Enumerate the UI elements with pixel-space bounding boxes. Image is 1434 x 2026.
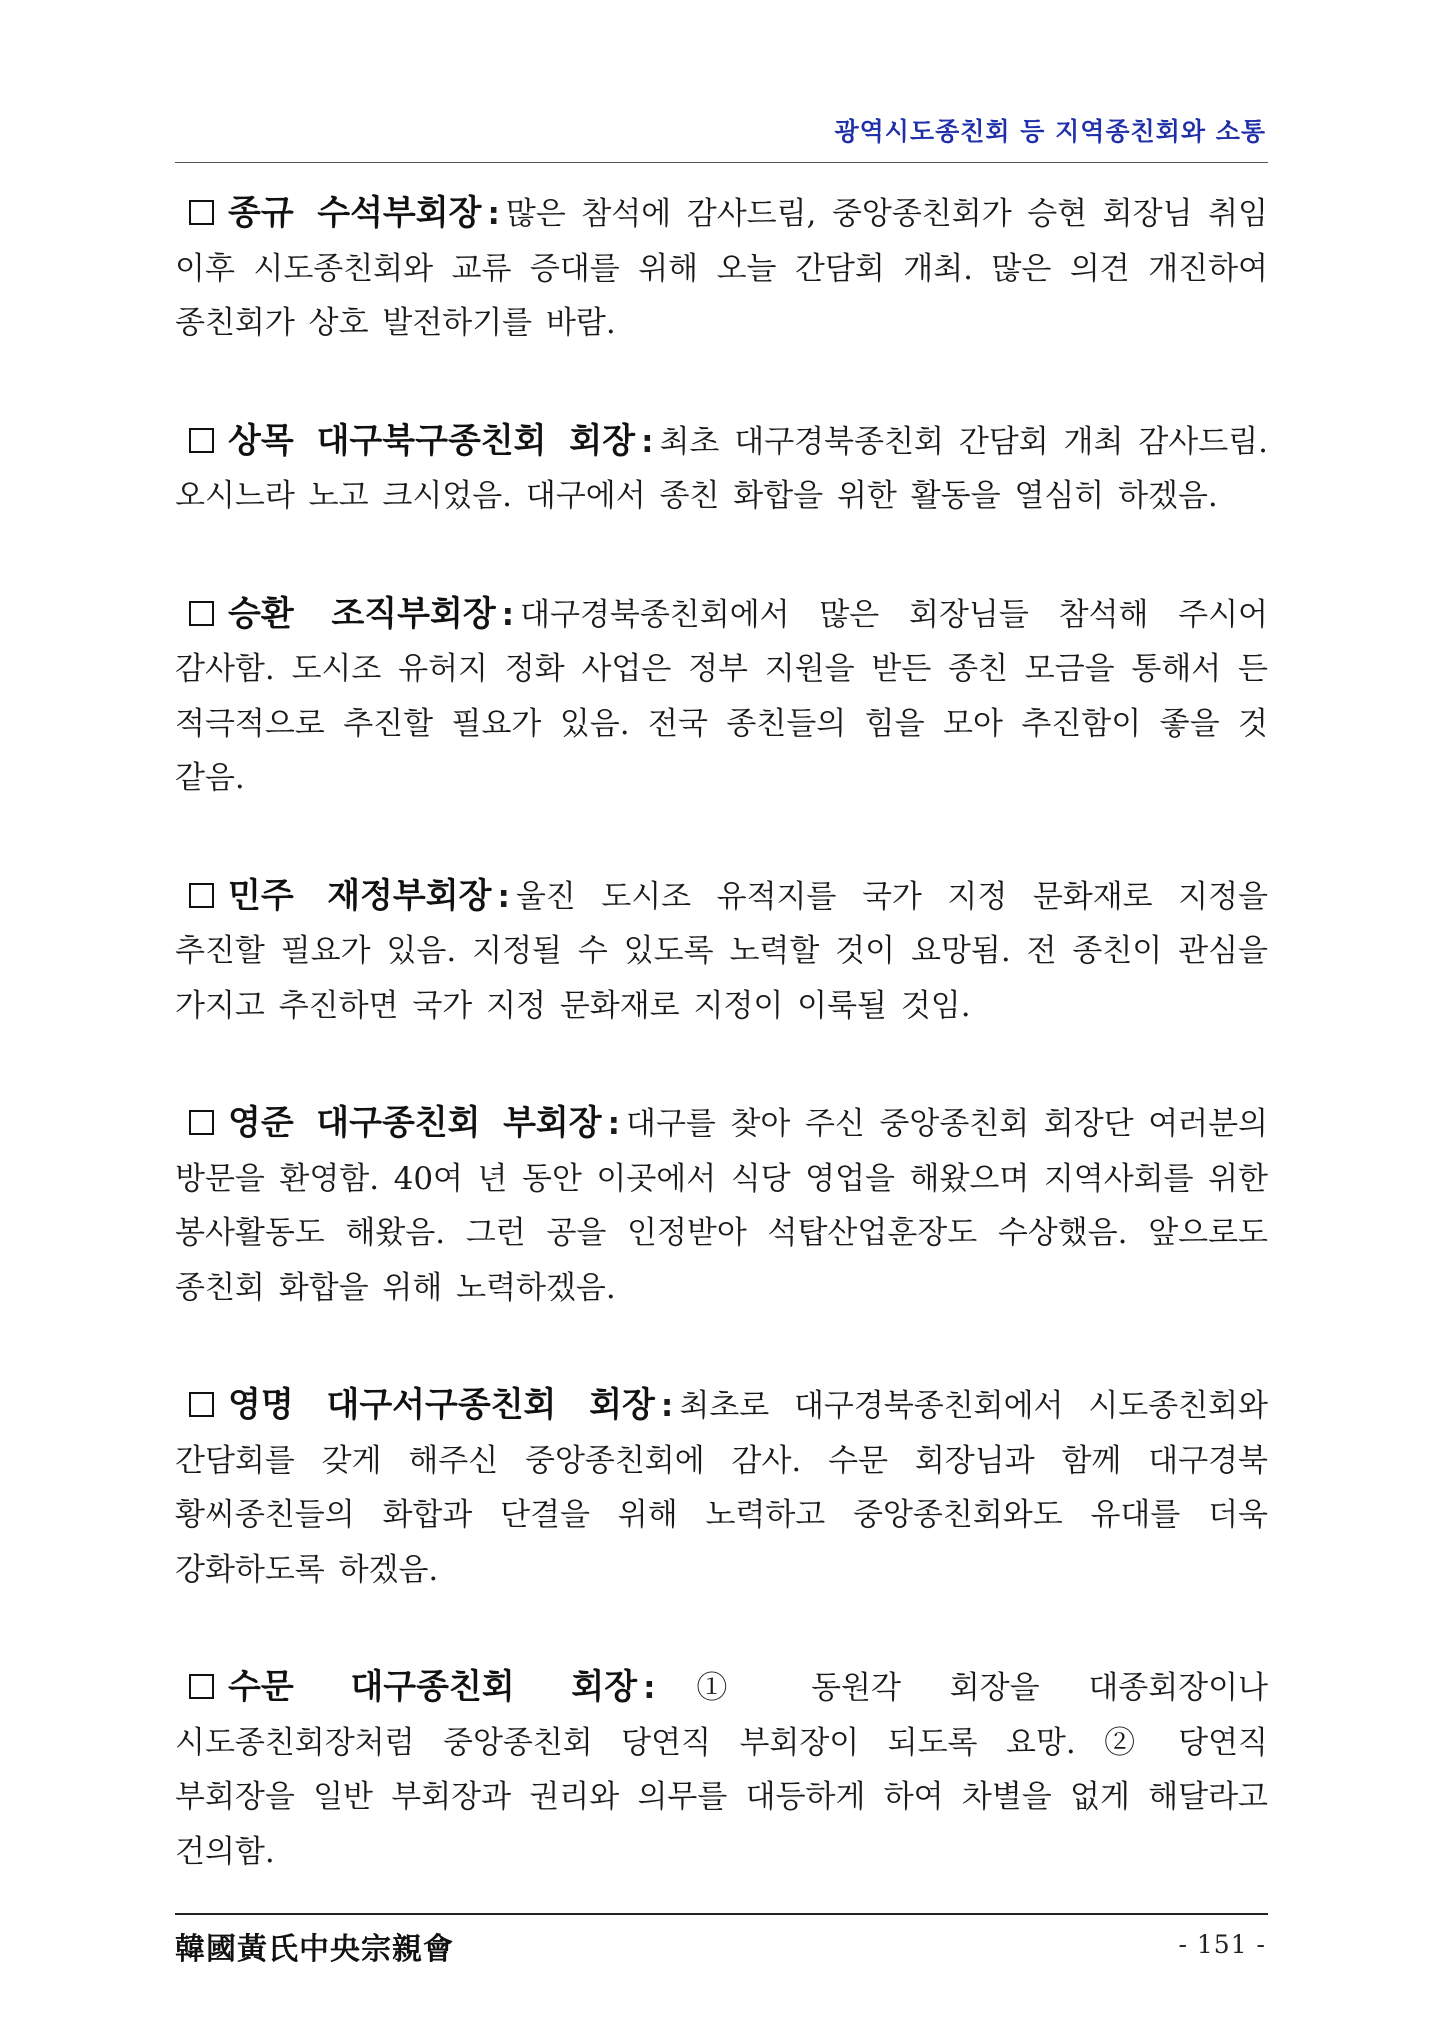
checkbox-bullet-icon [189,428,214,453]
statement-text: 울진 도시조 유적지를 국가 지정 문화재로 지정을 추진할 필요가 있음. 지정될 수 있도록 노력할 것이 요망됨. 전 종친이 관심을 가지고 추진하면 국가 지정 문화재로 지정이 이룩될 것임. [175,878,1268,1024]
speaker-colon: : [641,423,654,460]
checkbox-bullet-icon [189,883,214,908]
checkbox-bullet-icon [189,1110,214,1135]
speaker-colon: : [660,1388,674,1424]
statement-paragraph [175,1096,1268,1315]
statement-paragraph [175,587,1268,806]
speaker-colon: : [487,196,500,232]
statement-paragraph [175,869,1268,1034]
footer-divider [175,1913,1268,1915]
page-number: - 151 - [1178,1930,1266,1959]
header-divider [175,162,1268,163]
statement-text: 대구를 찾아 주신 중앙종친회 회장단 여러분의 방문을 환영함. 40여 년 동안 이곳에서 식당 영업을 해왔으며 지역사회를 위한 봉사활동도 해왔음. 그런 공을 인정받아 석탑산업훈장도 수상했음. 앞으로도 종친회 화합을 위해 노력하겠음. [175,1106,1268,1306]
document-body [175,186,1268,1879]
statement-paragraph [175,1378,1268,1597]
speaker-name: 승환 조직부회장 [228,593,496,634]
speaker-name: 수문 대구종친회 회장 [228,1667,638,1707]
checkbox-bullet-icon [189,200,214,225]
statement-paragraph [175,414,1268,524]
statement-text: 최초로 대구경북종친회에서 시도종친회와 간담회를 갖게 해주신 중앙종친회에 감사. 수문 회장님과 함께 대구경북 황씨종친들의 화합과 단결을 위해 노력하고 중앙종친회와도 유대를 더욱 강화하도록 하겠음. [175,1388,1268,1588]
checkbox-bullet-icon [189,601,214,626]
speaker-colon: : [497,878,510,915]
footer-organization-name: 韓國黃氏中央宗親會 [175,1932,454,1967]
running-header-title: 광역시도종친회 등 지역종친회와 소통 [834,117,1266,146]
statement-paragraph [175,186,1268,351]
statement-text: 최초 대구경북종친회 간담회 개최 감사드림. 오시느라 노고 크시었음. 대구에서 종친 화합을 위한 활동을 열심히 하겠음. [175,423,1268,514]
speaker-colon: : [643,1670,656,1706]
checkbox-bullet-icon [189,1392,214,1417]
speaker-name: 영준 대구종친회 부회장 [228,1103,602,1143]
checkbox-bullet-icon [189,1674,214,1699]
speaker-name: 상목 대구북구종친회 회장 [228,420,636,461]
speaker-name: 종규 수석부회장 [228,193,482,233]
speaker-colon: : [607,1106,621,1142]
speaker-name: 민주 재정부회장 [228,875,492,916]
statement-text: 많은 참석에 감사드림, 중앙종친회가 승현 회장님 취임 이후 시도종친회와 교류 증대를 위해 오늘 간담회 개최. 많은 의견 개진하여 종친회가 상호 발전하기를 바람. [175,196,1268,341]
statement-text: 대구경북종친회에서 많은 회장님들 참석해 주시어 감사함. 도시조 유허지 정화 사업은 정부 지원을 받든 종친 모금을 통해서 든 적극적으로 추진할 필요가 있음. 전국 종친들의 힘을 모아 추진함이 좋을 것 같음. [175,596,1269,796]
statement-paragraph [175,1660,1268,1879]
speaker-name: 영명 대구서구종친회 회장 [228,1385,655,1425]
statement-text: ① 동원각 회장을 대종회장이나 시도종친회장처럼 중앙종친회 당연직 부회장이 되도록 요망. ② 당연직 부회장을 일반 부회장과 권리와 의무를 대등하게 하여 차별을 없게 해달라고 건의함. [175,1670,1268,1870]
speaker-colon: : [501,596,515,633]
